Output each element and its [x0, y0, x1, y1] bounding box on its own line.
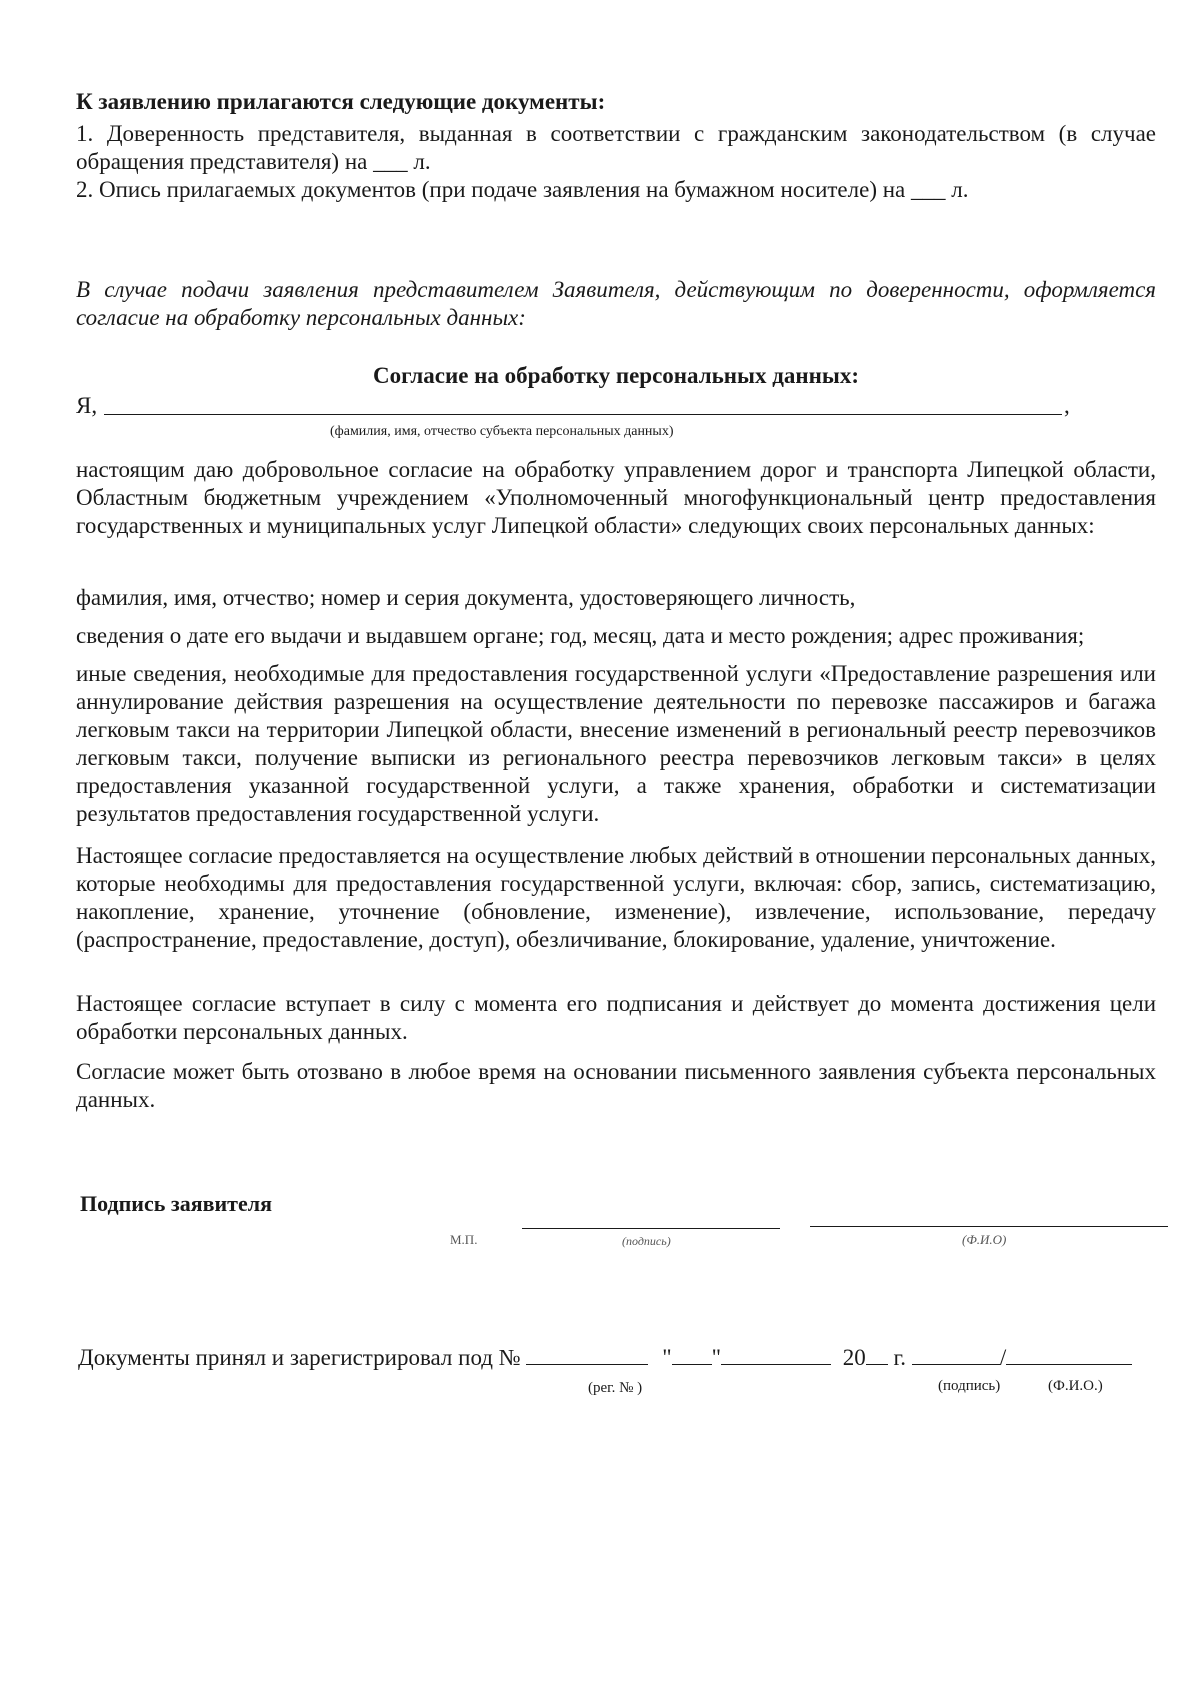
- registration-quote-close: ": [711, 1345, 721, 1370]
- consent-i-prefix: Я,: [76, 393, 98, 418]
- attachment-item-1: 1. Доверенность представителя, выданная в соответствии с гражданским законодательством (в случае обращения представителя) на ___ л.: [76, 121, 1156, 174]
- consent-paragraph-6: Настоящее согласие вступает в силу с момента его подписания и действует до момента достижения цели обработки персональных данных.: [76, 991, 1156, 1044]
- registration-reg-caption: (рег. № ): [588, 1380, 643, 1396]
- registration-sign-caption: (подпись): [938, 1378, 1001, 1394]
- registration-slash: /: [999, 1345, 1007, 1370]
- consent-name-caption: (фамилия, имя, отчество субъекта персональных данных): [330, 424, 674, 439]
- consent-name-line[interactable]: [104, 414, 1062, 415]
- consent-title: Согласие на обработку персональных данных:: [372, 363, 860, 388]
- signature-fio-line[interactable]: [810, 1226, 1168, 1227]
- registration-year-suffix: г.: [893, 1345, 907, 1370]
- signature-sign-line[interactable]: [522, 1228, 780, 1229]
- registration-text: Документы принял и зарегистрировал под №: [78, 1345, 521, 1370]
- signature-sign-caption: (подпись): [622, 1234, 671, 1248]
- registration-year-prefix: 20: [842, 1345, 866, 1370]
- registration-day-blank[interactable]: [672, 1344, 712, 1365]
- signature-label: Подпись заявителя: [80, 1191, 272, 1216]
- consent-i-suffix: ,: [1064, 393, 1070, 418]
- consent-paragraph-2: фамилия, имя, отчество; номер и серия документа, удостоверяющего личность,: [76, 585, 856, 610]
- registration-row: [78, 1344, 1132, 1372]
- attachment-item-2: 2. Опись прилагаемых документов (при подаче заявления на бумажном носителе) на ___ л.: [76, 177, 969, 202]
- registration-fio-blank[interactable]: [1006, 1344, 1132, 1365]
- consent-paragraph-1: настоящим даю добровольное согласие на обработку управлением дорог и транспорта Липецкой области, Областным бюджетным учреждением «Уполномоченный многофункциональный центр предоставления государственных и муниципальных услуг Липецкой области» следующих своих персональных данных:: [76, 457, 1156, 538]
- signature-fio-caption: (Ф.И.О): [962, 1232, 1007, 1247]
- representative-note: В случае подачи заявления представителем Заявителя, действующим по доверенности, оформляется согласие на обработку персональных данных:: [76, 277, 1156, 330]
- registration-quote-open: ": [662, 1345, 672, 1370]
- consent-paragraph-5: Настоящее согласие предоставляется на осуществление любых действий в отношении персональных данных, которые необходимы для предоставления государственной услуги, включая: сбор, запись, систематизацию, накопление, хранение, уточнение (обновление, изменение), извлечение, использование, передачу (распространение, предоставление, доступ), обезличивание, блокирование, удаление, уничтожение.: [76, 843, 1156, 952]
- attachments-heading: К заявлению прилагаются следующие документы:: [76, 89, 606, 114]
- registration-year-blank[interactable]: [866, 1344, 888, 1365]
- registration-number-blank[interactable]: [526, 1344, 648, 1365]
- consent-paragraph-3: сведения о дате его выдачи и выдавшем органе; год, месяц, дата и место рождения; адрес проживания;: [76, 623, 1085, 648]
- signature-mp: М.П.: [450, 1232, 478, 1247]
- registration-sign-blank[interactable]: [912, 1344, 1000, 1365]
- consent-paragraph-7: Согласие может быть отозвано в любое время на основании письменного заявления субъекта персональных данных.: [76, 1059, 1156, 1112]
- registration-month-blank[interactable]: [721, 1344, 831, 1365]
- consent-paragraph-4: иные сведения, необходимые для предоставления государственной услуги «Предоставление разрешения или аннулирование действия разрешения на осуществление деятельности по перевозке пассажиров и багажа легковым такси на территории Липецкой области, внесение изменений в региональный реестр перевозчиков легковым такси, получение выписки из регионального реестра перевозчиков легковым такси» в целях предоставления указанной государственной услуги, а также хранения, обработки и систематизации результатов предоставления государственной услуги.: [76, 661, 1156, 826]
- registration-fio-caption: (Ф.И.О.): [1048, 1378, 1103, 1394]
